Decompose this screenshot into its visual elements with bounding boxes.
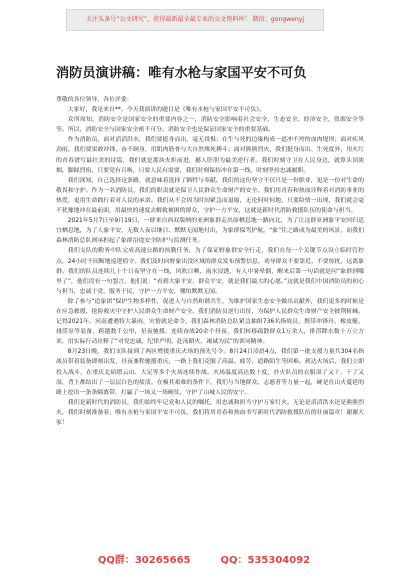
paragraph: 我们是新时代的消防员，我们始终牢记党和人民的嘱托，用忠诚和担当守护万家灯火。无论是滔滔洪水还是熊熊烈火，我们时刻准备着，唯有水枪与家国平安不可负，我们将用青春和热血书写新时代消防救援队伍的壮丽篇章！谢谢大家！ bbox=[56, 399, 364, 426]
paragraph: 我们深知，自己选择这条路，就意味着选择了牺牲与奉献。我们的这份坚守不仅只是一份职业，更是一份对生命的敬畏和守护。作为一名消防员，我们的职责就是保卫人民群众生命财产的安全，我们用青春和热血诠释着对消防事业的热爱，更用生命践行着对人民的承诺。我们从不会因为时间紧急而退缩，无论何时何地，只要险情一出现，我们就会毫不犹豫地冲在最前面，用最快的速度去解救被困的群众，守护一方平安，这就是新时代消防救援队伍的使命与担当。 bbox=[56, 177, 364, 215]
paragraph: 作为消防员，面对滔滔洪水，我们要挺身而出，毫无畏惧；在生与死的边缘构成一道冲不垮的血肉堤坝；面对疾风劲雨，我们要果敢冲锋、奋不顾身，用肌肉筋骨与大自然殊死搏斗；面对熊熊烈火，我们挺身而出、生死度外，用火红的青春谱写最壮美的诗篇，我们就是那执火炬前进，撼人肝胆为最美逆行者。我们时刻守卫在人民身边，就算头顶浓烟，脚踩烈焰，只要党有召唤，只要人民有需要，我们时刻保持冲在第一线，时刻坚持忠诚履职。 bbox=[56, 137, 364, 174]
document-title: 消防员演讲稿：唯有水枪与家国平安不可负 bbox=[56, 66, 307, 81]
paragraph: 除了参与“追象团”保护生物多样性，促进人与自然和谐共生，为维护国家生态安全做出贡献外，我们更多的时候是在应急救援、抢险救灾中守护人民群众生命财产安全。我们消防员逆行出征，为保护人民群众生命财产安全披荆斩棘。记得2021年，河南遭遇特大暴雨，灾情就是命令，我们森林消防总队紧急抽组736名指战员，携带冲锋舟、橡皮艇、排涝泵等装备，跨越数千公里，星夜驰援。连续奋战20余个昼夜，我们转移疏散群众1万余人，排涝降水数十万立方米，用实际行动诠释了“对党忠诚、纪律严明、赴汤蹈火、竭诚为民”的训词精神。 bbox=[56, 298, 364, 346]
paragraph: 大家好，我是来自**。今天我演讲的题目是《唯有水枪与家国平安不可负》。 bbox=[67, 107, 266, 114]
promo-banner bbox=[66, 9, 324, 31]
paragraph: 尊敬的各位领导，各位评委： bbox=[56, 97, 133, 103]
paragraph: 众所周知，消防安全是国家安全的重要内容之一，消防安全影响着社会安全、生态安全、经济安全、资源安全等等。所以，消防安全与国家安全密不可分。消防安全也是保证国家安全的重要基础。 bbox=[56, 117, 364, 134]
footer-contact bbox=[0, 550, 408, 566]
banner-text: 关注头条号“公文研究”，获得最新最全最专业的公文资料库！ 微信：gongwenyj bbox=[85, 15, 305, 23]
paragraph: 8月23日晚，我们支队接到了两区增援重庆火场的预先号令。8月24日凌晨4点，我们第一批支援力量共304名指战员带着装备即刻出发，昼夜兼程驰援重庆，一路上我们克服了高温、疲劳、道路陌生等困难。到达火场后，我们立即投入战斗，在重庆北碚缙云山、大足等多个火场连续作战。火场温度高达数十度，扑火队员的衣服湿了又干，干了又湿，背上都结出了一层层白色的盐渍。在极其艰难的条件下，我们与当地群众、志愿者等力量一起，硬是在山火蔓延的路上挖出一条条隔离带，打赢了一场又一场硬仗，守护了山城人民的安宁。 bbox=[56, 349, 364, 396]
document-body bbox=[56, 95, 364, 428]
paragraph: 2021年5月7日至9月19日，一群来自西双版纳的亚洲象群走出原栖息地一路向北，为了让这群亚洲象平安回归适宜栖息地，为了人象平安，无数人夜以继日、默默无闻地付出，为象群保驾护航。“象”往之路成为最美的风景，而我们森林消防总队则承担起了象群沿途安全防护与监测任务。 bbox=[56, 218, 364, 245]
paragraph: 我们支队的勤务中队完成高速公路的执勤任务，为了保证野象群安全行走，我们在每一个关键节点设立临时管控点，24小时不间断地巡逻值守。我们及时向野象出没区域的群众发布预警信息，劝导群众不要靠近、不要惊扰，远离象群。我们的队员连续几十个日夜坚守在一线，风吹日晒、雨水浸透，有人中暑晕倒，醒来后第一句话就是问“象群到哪里了”，他们没有一句怨言，他们说：“看到大象平安，群众平安，就是我们最大的心愿。”这就是我们中国消防员的初心与担当，忠诚于党，服务于民，守护一方平安，哪怕默默无闻。 bbox=[56, 248, 364, 295]
footer-qq-group: QQ群：30265665 bbox=[97, 554, 191, 566]
footer-qq: QQ：535304092 bbox=[220, 554, 311, 566]
